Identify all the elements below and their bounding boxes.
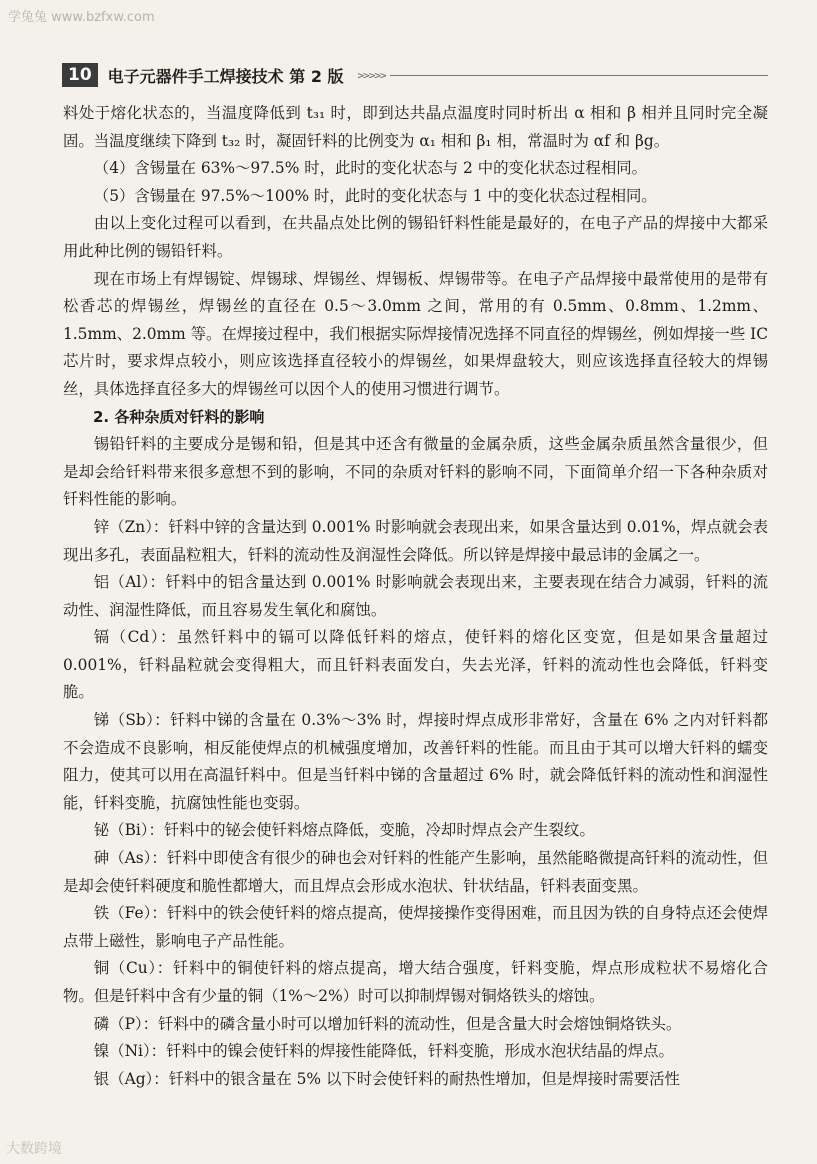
paragraph: 磷（P）：钎料中的磷含量小时可以增加钎料的流动性，但是含量大时会熔蚀铜烙铁头。 bbox=[93, 1014, 682, 1033]
page-header bbox=[62, 62, 768, 88]
book-title: 电子元器件手工焊接技术 第 2 版 bbox=[107, 66, 344, 86]
paragraph: （4）含锡量在 63%～97.5% 时，此时的变化状态与 2 中的变化状态过程相同。 bbox=[93, 159, 647, 178]
paragraph: 镉（Cd）：虽然钎料中的镉可以降低钎料的熔点，使钎料的熔化区变宽，但是如果含量超过 0.001%，钎料晶粒就会变得粗大，而且钎料表面发白，失去光泽，钎料的流动性也会降低，钎料变脆。 bbox=[63, 628, 768, 702]
paragraph: 锑（Sb）：钎料中锑的含量在 0.3%～3% 时，焊接时焊点成形非常好，含量在 6% 之内对钎料都不会造成不良影响，相反能使焊点的机械强度增加，改善钎料的性能。而且由于其可以增大钎料的蠕变阻力，使其可以用在高温钎料中。但是当钎料中锑的含量超过 6% 时，就会降低钎料的流动性和润湿性能，钎料变脆，抗腐蚀性能也变弱。 bbox=[63, 711, 768, 812]
paragraph: 铜（Cu）：钎料中的铜使钎料的熔点提高，增大结合强度，钎料变脆，焊点形成粒状不易熔化合物。但是钎料中含有少量的铜（1%～2%）时可以抑制焊锡对铜烙铁头的熔蚀。 bbox=[63, 959, 768, 1005]
header-rule bbox=[390, 75, 768, 76]
header-arrows: >>>>> bbox=[357, 68, 386, 82]
paragraph: 料处于熔化状态的，当温度降低到 t₃₁ 时，即到达共晶点温度时同时析出 α 相和 β 相并且同时完全凝固。当温度继续下降到 t₃₂ 时，凝固钎料的比例变为 α₁ 相和 β₁ 相，常温时为 αf 和 βg。 bbox=[63, 104, 768, 150]
paragraph: 铝（Al）：钎料中的铝含量达到 0.001% 时影响就会表现出来，主要表现在结合力减弱，钎料的流动性、润湿性降低，而且容易发生氧化和腐蚀。 bbox=[63, 573, 768, 619]
watermark-top: 学兔兔 www.bzfxw.com bbox=[8, 10, 155, 25]
paragraph: 铋（Bi）：钎料中的铋会使钎料熔点降低，变脆，冷却时焊点会产生裂纹。 bbox=[93, 821, 595, 840]
paragraph: 砷（As）：钎料中即使含有很少的砷也会对钎料的性能产生影响，虽然能略微提高钎料的流动性，但是却会使钎料硬度和脆性都增大，而且焊点会形成水泡状、针状结晶，钎料表面变黑。 bbox=[63, 849, 768, 895]
watermark-bottom: 大数跨境 bbox=[6, 1141, 62, 1157]
paragraph: 锌（Zn）：钎料中锌的含量达到 0.001% 时影响就会表现出来，如果含量达到 0.01%，焊点就会表现出多孔，表面晶粒粗大，钎料的流动性及润湿性会降低。所以锌是焊接中最忌讳的金属之一。 bbox=[63, 517, 768, 564]
paragraph: 镍（Ni）：钎料中的镍会使钎料的焊接性能降低，钎料变脆，形成水泡状结晶的焊点。 bbox=[93, 1042, 674, 1061]
paragraph: 铁（Fe）：钎料中的铁会使钎料的熔点提高，使焊接操作变得困难，而且因为铁的自身特点还会使焊点带上磁性，影响电子产品性能。 bbox=[63, 904, 768, 950]
paragraph: 现在市场上有焊锡锭、焊锡球、焊锡丝、焊锡板、焊锡带等。在电子产品焊接中最常使用的是带有松香芯的焊锡丝，焊锡丝的直径在 0.5～3.0mm 之间，常用的有 0.5mm、0.8mm、1.2mm、1.5mm、2.0mm 等。在焊接过程中，我们根据实际焊接情况选择不同直径的焊锡丝，例如焊接一些 IC 芯片时，要求焊点较小，则应该选择直径较小的焊锡丝，如果焊盘较大，则应该选择直径较大的焊锡丝，具体选择直径多大的焊锡丝可以因个人的使用习惯进行调节。 bbox=[63, 269, 768, 398]
paragraph: 由以上变化过程可以看到，在共晶点处比例的锡铅钎料性能是最好的，在电子产品的焊接中大都采用此种比例的锡铅钎料。 bbox=[63, 214, 768, 260]
section-heading: 2. 各种杂质对钎料的影响 bbox=[93, 407, 265, 426]
paragraph: （5）含锡量在 97.5%～100% 时，此时的变化状态与 1 中的变化状态过程相同。 bbox=[93, 186, 657, 205]
paragraph: 银（Ag）：钎料中的银含量在 5% 以下时会使钎料的耐热性增加，但是焊接时需要活性 bbox=[93, 1069, 680, 1088]
page-body bbox=[63, 100, 768, 1093]
paragraph: 锡铅钎料的主要成分是锡和铅，但是其中还含有微量的金属杂质，这些金属杂质虽然含量很少，但是却会给钎料带来很多意想不到的影响，不同的杂质对钎料的影响不同，下面简单介绍一下各种杂质对钎料性能的影响。 bbox=[63, 435, 768, 509]
page-number: 10 bbox=[62, 63, 98, 87]
